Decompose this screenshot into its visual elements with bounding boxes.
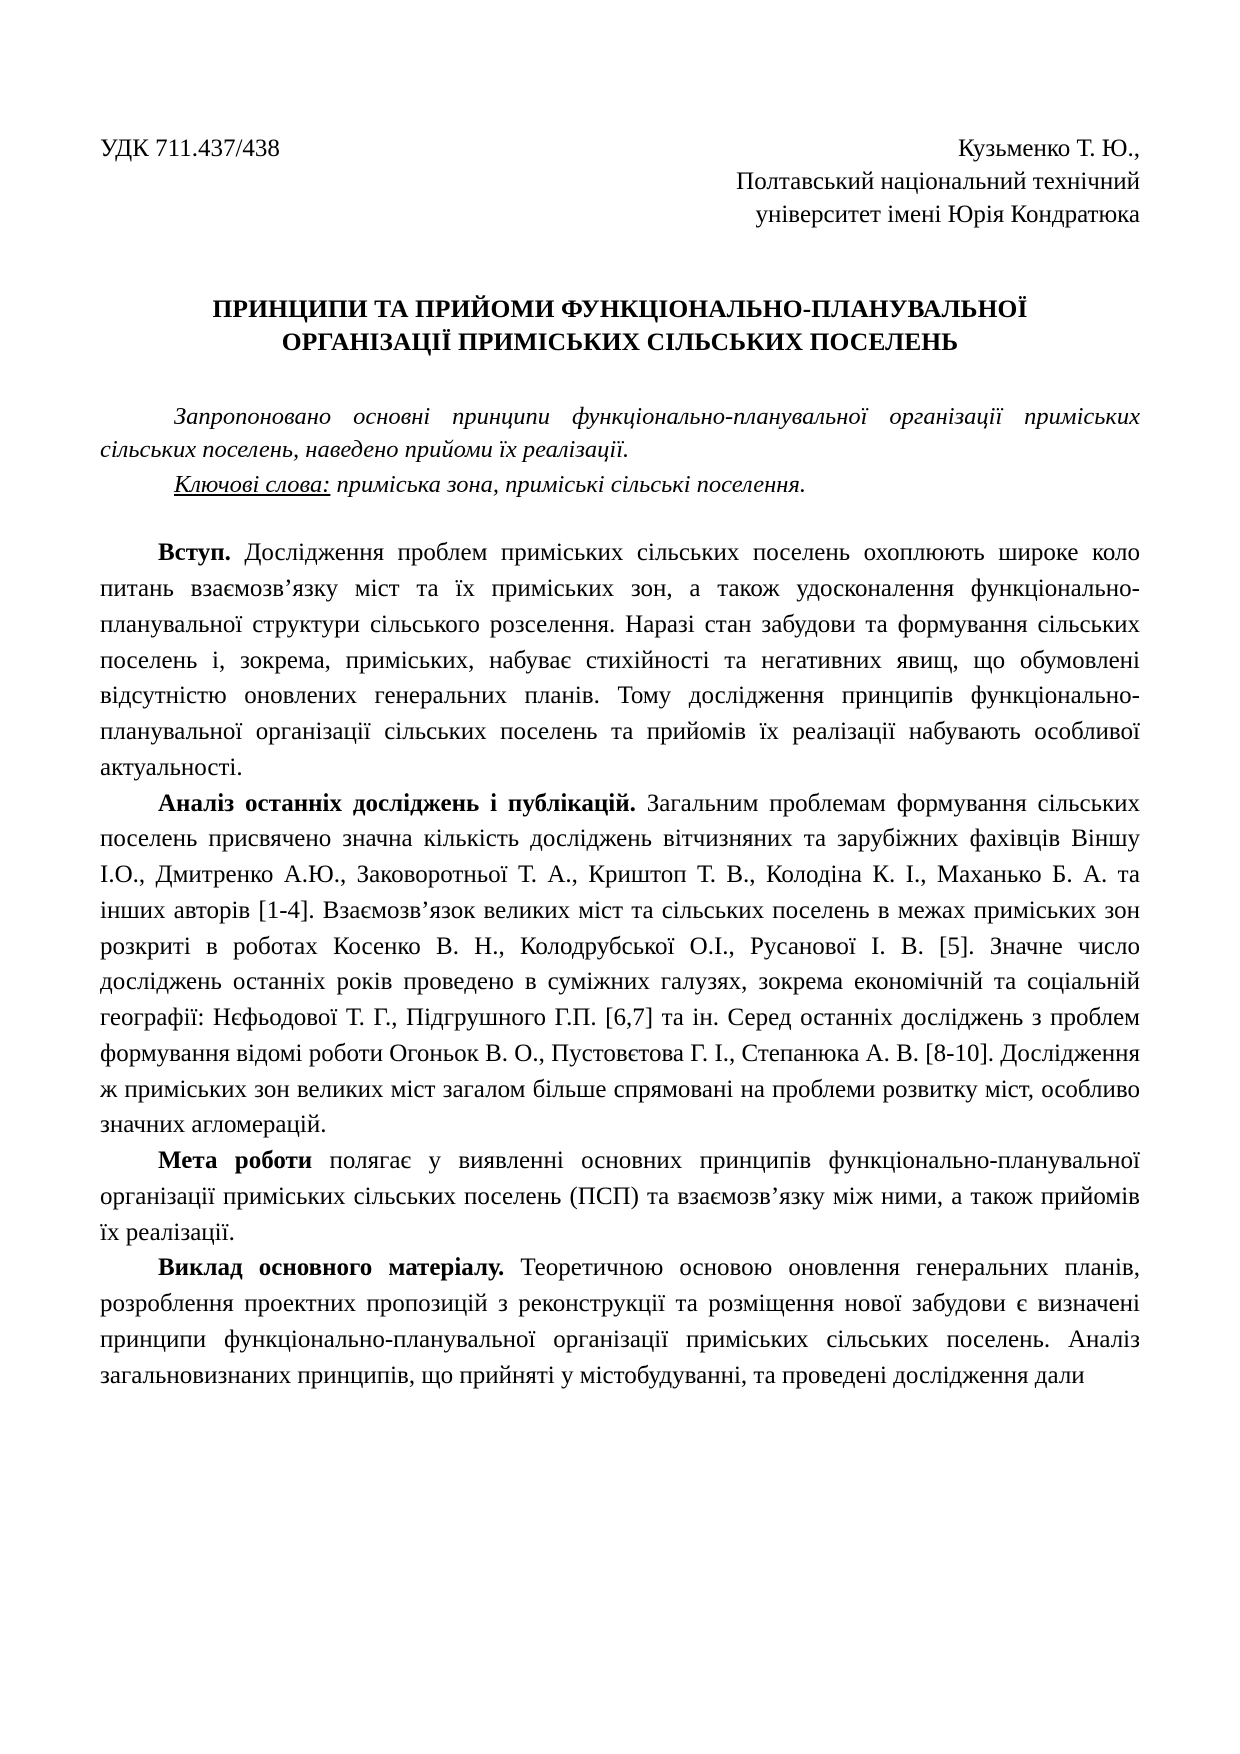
author-affiliation-block xyxy=(736,132,1140,231)
title-line-1: ПРИНЦИПИ ТА ПРИЙОМИ ФУНКЦІОНАЛЬНО-ПЛАНУВАЛЬНОЇ xyxy=(212,294,1028,323)
document-body xyxy=(100,535,1140,1393)
section-intro-heading: Вступ. xyxy=(158,539,231,567)
keywords-line xyxy=(100,468,1140,501)
section-intro-text: Дослідження проблем приміських сільських поселень охоплюють широке коло питань взаємозв’язку міст та їх приміських зон, а також удосконалення функціонально-планувальної структури сільського розселення. Наразі стан забудови та формування сільських поселень і, зокрема, приміських, набуває стихійності та негативних явищ, що обумовлені відсутністю оновлених генеральних планів. Тому дослідження принципів функціонально-планувальної організації сільських поселень та прийомів їх реалізації набувають особливої актуальності. xyxy=(100,539,1140,781)
section-review-heading: Аналіз останніх досліджень і публікацій. xyxy=(158,789,636,817)
section-main xyxy=(100,1250,1140,1393)
section-intro xyxy=(100,535,1140,785)
affiliation-line-1: Полтавський національний технічний xyxy=(736,168,1140,195)
section-aim xyxy=(100,1143,1140,1250)
section-review xyxy=(100,786,1140,1144)
section-review-text: Загальним проблемам формування сільських поселень присвячено значна кількість досліджень вітчизняних та зарубіжних фахівців Віншу І.О., Дмитренко А.Ю., Заковоротньої Т. А., Криштоп Т. В., Колодіна К. І., Маханько Б. А. та інших авторів [1-4]. Взаємозв’язок великих міст та сільських поселень в межах приміських зон розкриті в роботах Косенко В. Н., Колодрубської О.І., Русанової І. В. [5]. Значне число досліджень останніх років проведено в суміжних галузях, зокрема економічній та соціальній географії: Нєфьодової Т. Г., Підгрушного Г.П. [6,7] та ін. Серед останніх досліджень з проблем формування відомі роботи Огоньок В. О., Пустовєтова Г. І., Степанюка А. В. [8-10]. Дослідження ж приміських зон великих міст загалом більше спрямовані на проблеми розвитку міст, особливо значних агломерацій. xyxy=(100,789,1140,1139)
abstract-text: Запропоновано основні принципи функціонально-планувальної організації приміських сільських поселень, наведено прийоми їх реалізації. xyxy=(100,403,1140,464)
section-aim-text: полягає у виявленні основних принципів функціонально-планувальної організації приміських сільських поселень (ПСП) та взаємозв’язку між ними, а також прийомів їх реалізації. xyxy=(100,1147,1140,1246)
author-name: Кузьменко Т. Ю., xyxy=(958,135,1140,162)
section-main-text: Теоретичною основою оновлення генеральних планів, розроблення проектних пропозицій з реконструкції та розміщення нової забудови є визначені принципи функціонально-планувальної організації приміських сільських поселень. Аналіз загальновизнаних принципів, що прийняті у містобудуванні, та проведені дослідження дали xyxy=(100,1254,1140,1389)
section-aim-heading: Мета роботи xyxy=(158,1147,313,1175)
page-title xyxy=(100,293,1140,358)
keywords-values: приміська зона, приміські сільські поселення. xyxy=(330,471,806,499)
affiliation-line-2: університет імені Юрія Кондратюка xyxy=(755,201,1140,228)
page-header xyxy=(100,132,1140,231)
title-line-2: ОРГАНІЗАЦІЇ ПРИМІСЬКИХ СІЛЬСЬКИХ ПОСЕЛЕНЬ xyxy=(281,326,959,356)
section-main-heading: Виклад основного матеріалу. xyxy=(158,1254,505,1282)
udk-code: УДК 711.437/438 xyxy=(100,135,280,162)
keywords-label: Ключові слова: xyxy=(174,471,331,499)
